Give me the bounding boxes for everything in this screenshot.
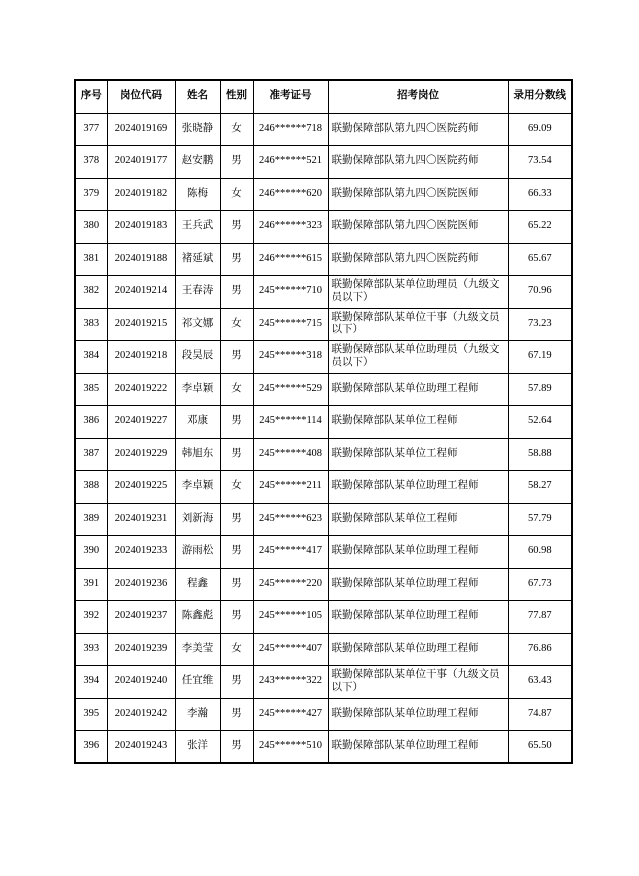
- cell-name: 李卓颖: [175, 373, 220, 406]
- cell-index: 381: [75, 243, 107, 276]
- cell-name: 王兵武: [175, 211, 220, 244]
- cell-score-line: 76.86: [508, 633, 572, 666]
- cell-name: 邓康: [175, 406, 220, 439]
- cell-position: 联勤保障部队某单位助理工程师: [328, 536, 508, 569]
- cell-score-line: 70.96: [508, 276, 572, 309]
- cell-gender: 男: [220, 568, 253, 601]
- cell-position: 联勤保障部队第九四〇医院医师: [328, 211, 508, 244]
- cell-name: 游雨松: [175, 536, 220, 569]
- cell-name: 韩旭东: [175, 438, 220, 471]
- cell-index: 391: [75, 568, 107, 601]
- cell-position: 联勤保障部队某单位工程师: [328, 406, 508, 439]
- cell-gender: 女: [220, 178, 253, 211]
- cell-job-code: 2024019215: [107, 308, 175, 341]
- table-row: [75, 601, 572, 634]
- cell-ticket-no: 245******715: [253, 308, 328, 341]
- table-row: [75, 178, 572, 211]
- cell-ticket-no: 245******220: [253, 568, 328, 601]
- cell-gender: 男: [220, 731, 253, 764]
- table-row: [75, 243, 572, 276]
- cell-ticket-no: 246******718: [253, 113, 328, 146]
- cell-job-code: 2024019169: [107, 113, 175, 146]
- cell-job-code: 2024019231: [107, 503, 175, 536]
- table-row: [75, 666, 572, 699]
- cell-job-code: 2024019240: [107, 666, 175, 699]
- cell-ticket-no: 246******615: [253, 243, 328, 276]
- cell-position: 联勤保障部队第九四〇医院药师: [328, 146, 508, 179]
- cell-name: 李卓颖: [175, 471, 220, 504]
- cell-index: 393: [75, 633, 107, 666]
- cell-score-line: 52.64: [508, 406, 572, 439]
- cell-name: 陈鑫彪: [175, 601, 220, 634]
- table-row: [75, 146, 572, 179]
- cell-position: 联勤保障部队某单位助理员（九级文员以下）: [328, 276, 508, 309]
- cell-index: 383: [75, 308, 107, 341]
- cell-job-code: 2024019233: [107, 536, 175, 569]
- cell-job-code: 2024019229: [107, 438, 175, 471]
- cell-position: 联勤保障部队某单位助理工程师: [328, 373, 508, 406]
- header-name: 姓名: [175, 80, 220, 113]
- cell-gender: 男: [220, 698, 253, 731]
- table-row: [75, 633, 572, 666]
- cell-index: 385: [75, 373, 107, 406]
- cell-ticket-no: 245******529: [253, 373, 328, 406]
- cell-position: 联勤保障部队某单位助理工程师: [328, 601, 508, 634]
- cell-job-code: 2024019237: [107, 601, 175, 634]
- table-header: [75, 80, 572, 113]
- admission-score-table: [74, 79, 573, 764]
- cell-name: 刘新海: [175, 503, 220, 536]
- cell-score-line: 57.89: [508, 373, 572, 406]
- header-job-code: 岗位代码: [107, 80, 175, 113]
- cell-position: 联勤保障部队某单位助理工程师: [328, 698, 508, 731]
- cell-job-code: 2024019177: [107, 146, 175, 179]
- cell-name: 任宜维: [175, 666, 220, 699]
- table-row: [75, 341, 572, 374]
- cell-name: 李美莹: [175, 633, 220, 666]
- cell-position: 联勤保障部队某单位助理工程师: [328, 731, 508, 764]
- cell-position: 联勤保障部队某单位助理工程师: [328, 568, 508, 601]
- cell-gender: 女: [220, 373, 253, 406]
- table-row: [75, 438, 572, 471]
- cell-score-line: 65.50: [508, 731, 572, 764]
- cell-index: 389: [75, 503, 107, 536]
- cell-index: 379: [75, 178, 107, 211]
- cell-ticket-no: 245******318: [253, 341, 328, 374]
- table-row: [75, 373, 572, 406]
- cell-gender: 男: [220, 146, 253, 179]
- header-ticket-no: 准考证号: [253, 80, 328, 113]
- cell-name: 程鑫: [175, 568, 220, 601]
- header-index: 序号: [75, 80, 107, 113]
- cell-ticket-no: 245******623: [253, 503, 328, 536]
- cell-gender: 男: [220, 406, 253, 439]
- cell-index: 388: [75, 471, 107, 504]
- cell-position: 联勤保障部队某单位工程师: [328, 503, 508, 536]
- cell-position: 联勤保障部队某单位助理工程师: [328, 471, 508, 504]
- cell-index: 390: [75, 536, 107, 569]
- cell-ticket-no: 245******427: [253, 698, 328, 731]
- cell-score-line: 77.87: [508, 601, 572, 634]
- cell-ticket-no: 245******407: [253, 633, 328, 666]
- cell-score-line: 65.67: [508, 243, 572, 276]
- cell-job-code: 2024019183: [107, 211, 175, 244]
- cell-score-line: 69.09: [508, 113, 572, 146]
- cell-gender: 男: [220, 503, 253, 536]
- cell-job-code: 2024019227: [107, 406, 175, 439]
- cell-job-code: 2024019242: [107, 698, 175, 731]
- table-row: [75, 471, 572, 504]
- cell-ticket-no: 245******710: [253, 276, 328, 309]
- cell-ticket-no: 245******105: [253, 601, 328, 634]
- cell-position: 联勤保障部队第九四〇医院药师: [328, 243, 508, 276]
- cell-score-line: 66.33: [508, 178, 572, 211]
- cell-index: 378: [75, 146, 107, 179]
- cell-index: 386: [75, 406, 107, 439]
- cell-score-line: 73.23: [508, 308, 572, 341]
- cell-score-line: 67.19: [508, 341, 572, 374]
- table-row: [75, 731, 572, 764]
- cell-ticket-no: 245******114: [253, 406, 328, 439]
- header-score-line: 录用分数线: [508, 80, 572, 113]
- cell-index: 387: [75, 438, 107, 471]
- cell-job-code: 2024019218: [107, 341, 175, 374]
- cell-index: 394: [75, 666, 107, 699]
- cell-score-line: 73.54: [508, 146, 572, 179]
- cell-job-code: 2024019188: [107, 243, 175, 276]
- cell-gender: 女: [220, 633, 253, 666]
- cell-job-code: 2024019214: [107, 276, 175, 309]
- table-row: [75, 536, 572, 569]
- cell-score-line: 57.79: [508, 503, 572, 536]
- cell-name: 王春涛: [175, 276, 220, 309]
- cell-ticket-no: 245******408: [253, 438, 328, 471]
- cell-gender: 男: [220, 276, 253, 309]
- cell-gender: 男: [220, 438, 253, 471]
- cell-gender: 女: [220, 471, 253, 504]
- cell-name: 陈梅: [175, 178, 220, 211]
- cell-ticket-no: 246******521: [253, 146, 328, 179]
- cell-index: 384: [75, 341, 107, 374]
- cell-index: 396: [75, 731, 107, 764]
- table-body: [75, 113, 572, 763]
- cell-score-line: 63.43: [508, 666, 572, 699]
- cell-ticket-no: 245******211: [253, 471, 328, 504]
- cell-gender: 男: [220, 601, 253, 634]
- cell-position: 联勤保障部队某单位干事（九级文员以下）: [328, 666, 508, 699]
- table-row: [75, 308, 572, 341]
- table-row: [75, 406, 572, 439]
- cell-score-line: 58.88: [508, 438, 572, 471]
- cell-name: 褚延斌: [175, 243, 220, 276]
- cell-position: 联勤保障部队某单位工程师: [328, 438, 508, 471]
- cell-name: 祁文娜: [175, 308, 220, 341]
- table-row: [75, 113, 572, 146]
- cell-index: 382: [75, 276, 107, 309]
- cell-index: 392: [75, 601, 107, 634]
- table-row: [75, 211, 572, 244]
- cell-score-line: 65.22: [508, 211, 572, 244]
- cell-ticket-no: 243******322: [253, 666, 328, 699]
- header-row: [75, 80, 572, 113]
- cell-position: 联勤保障部队某单位干事（九级文员以下）: [328, 308, 508, 341]
- cell-score-line: 58.27: [508, 471, 572, 504]
- header-gender: 性别: [220, 80, 253, 113]
- cell-position: 联勤保障部队某单位助理员（九级文员以下）: [328, 341, 508, 374]
- cell-index: 380: [75, 211, 107, 244]
- cell-job-code: 2024019225: [107, 471, 175, 504]
- cell-index: 395: [75, 698, 107, 731]
- cell-gender: 男: [220, 666, 253, 699]
- table-row: [75, 568, 572, 601]
- table-row: [75, 698, 572, 731]
- cell-job-code: 2024019236: [107, 568, 175, 601]
- cell-score-line: 74.87: [508, 698, 572, 731]
- cell-position: 联勤保障部队第九四〇医院医师: [328, 178, 508, 211]
- cell-position: 联勤保障部队某单位助理工程师: [328, 633, 508, 666]
- cell-ticket-no: 246******620: [253, 178, 328, 211]
- cell-gender: 男: [220, 243, 253, 276]
- cell-job-code: 2024019222: [107, 373, 175, 406]
- cell-ticket-no: 245******417: [253, 536, 328, 569]
- cell-job-code: 2024019182: [107, 178, 175, 211]
- cell-job-code: 2024019239: [107, 633, 175, 666]
- cell-gender: 女: [220, 308, 253, 341]
- table-row: [75, 503, 572, 536]
- cell-name: 张洋: [175, 731, 220, 764]
- cell-name: 赵安鹏: [175, 146, 220, 179]
- cell-gender: 男: [220, 536, 253, 569]
- cell-ticket-no: 245******510: [253, 731, 328, 764]
- cell-name: 段昊辰: [175, 341, 220, 374]
- cell-job-code: 2024019243: [107, 731, 175, 764]
- header-position: 招考岗位: [328, 80, 508, 113]
- cell-score-line: 60.98: [508, 536, 572, 569]
- cell-index: 377: [75, 113, 107, 146]
- cell-name: 李瀚: [175, 698, 220, 731]
- cell-gender: 男: [220, 341, 253, 374]
- cell-gender: 女: [220, 113, 253, 146]
- cell-position: 联勤保障部队第九四〇医院药师: [328, 113, 508, 146]
- cell-gender: 男: [220, 211, 253, 244]
- cell-name: 张晓静: [175, 113, 220, 146]
- cell-score-line: 67.73: [508, 568, 572, 601]
- table-row: [75, 276, 572, 309]
- cell-ticket-no: 246******323: [253, 211, 328, 244]
